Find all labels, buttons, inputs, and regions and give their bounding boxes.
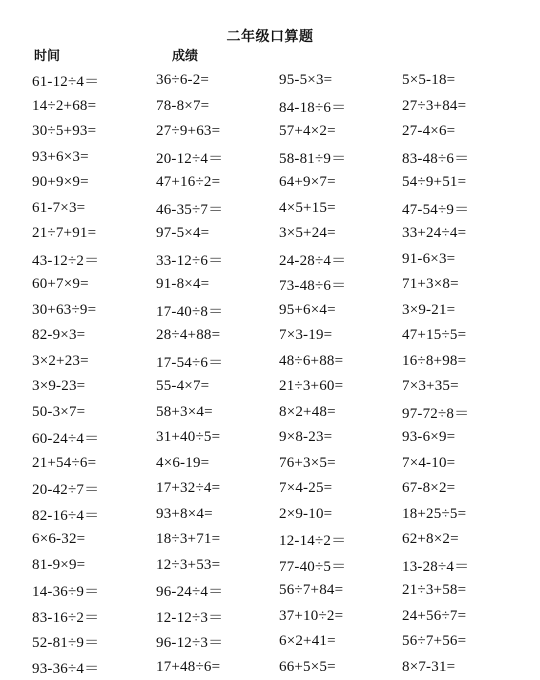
- problem-cell: 4×6-19=: [156, 455, 279, 472]
- problem-cell: 83-48÷6＝: [402, 147, 512, 168]
- problem-cell: 12-14÷2＝: [279, 529, 402, 550]
- problem-cell: 56÷7+84=: [279, 582, 402, 599]
- problem-cell: 7×3-19=: [279, 327, 402, 344]
- problem-row: [32, 374, 512, 400]
- problem-cell: 46-35÷7＝: [156, 198, 279, 219]
- problem-cell: 81-9×9=: [32, 557, 156, 574]
- worksheet-title: 二年级口算题: [0, 26, 540, 46]
- score-label: 成绩: [172, 45, 198, 64]
- problem-cell: 91-6×3=: [402, 251, 512, 268]
- problem-row: [32, 323, 512, 349]
- problem-cell: 50-3×7=: [32, 404, 156, 421]
- problem-cell: 47+16÷2=: [156, 174, 279, 191]
- problem-cell: 20-42÷7＝: [32, 478, 156, 499]
- problem-cell: 36÷6-2=: [156, 72, 279, 89]
- problem-cell: 17-40÷8＝: [156, 300, 279, 321]
- problem-cell: 24+56÷7=: [402, 608, 512, 625]
- problem-row: [32, 349, 512, 375]
- problem-cell: 93+6×3=: [32, 149, 156, 166]
- problem-cell: 16÷8+98=: [402, 353, 512, 370]
- problem-cell: 3×2+23=: [32, 353, 156, 370]
- problem-cell: 55-4×7=: [156, 378, 279, 395]
- problem-cell: 8×2+48=: [279, 404, 402, 421]
- problem-cell: 62+8×2=: [402, 531, 512, 548]
- problem-cell: 24-28÷4＝: [279, 249, 402, 270]
- problem-cell: 7×3+35=: [402, 378, 512, 395]
- problem-row: [32, 170, 512, 196]
- problem-row: [32, 553, 512, 579]
- problem-cell: 91-8×4=: [156, 276, 279, 293]
- problem-cell: 30÷5+93=: [32, 123, 156, 140]
- problem-cell: 47-54÷9＝: [402, 198, 512, 219]
- problem-cell: 60-24÷4＝: [32, 427, 156, 448]
- problem-row: [32, 527, 512, 553]
- problem-row: [32, 298, 512, 324]
- problem-cell: 21÷3+60=: [279, 378, 402, 395]
- problem-cell: 93+8×4=: [156, 506, 279, 523]
- problem-cell: 95+6×4=: [279, 302, 402, 319]
- problem-cell: 84-18÷6＝: [279, 96, 402, 117]
- problem-cell: 6×6-32=: [32, 531, 156, 548]
- problem-cell: 67-8×2=: [402, 480, 512, 497]
- problem-cell: 71+3×8=: [402, 276, 512, 293]
- problem-cell: 7×4-10=: [402, 455, 512, 472]
- problem-cell: 96-24÷4＝: [156, 580, 279, 601]
- problem-cell: 77-40÷5＝: [279, 555, 402, 576]
- problem-row: [32, 604, 512, 630]
- problem-cell: 3×9-23=: [32, 378, 156, 395]
- problem-cell: 17+48÷6=: [156, 659, 279, 676]
- problem-cell: 5×5-18=: [402, 72, 512, 89]
- problem-cell: 82-9×3=: [32, 327, 156, 344]
- problem-cell: 61-12÷4＝: [32, 70, 156, 91]
- problem-cell: 93-36÷4＝: [32, 657, 156, 678]
- problem-row: [32, 655, 512, 680]
- problem-cell: 8×7-31=: [402, 659, 512, 676]
- problem-cell: 47+15÷5=: [402, 327, 512, 344]
- problem-cell: 58+3×4=: [156, 404, 279, 421]
- problem-cell: 18+25÷5=: [402, 506, 512, 523]
- problem-row: [32, 578, 512, 604]
- problem-cell: 28÷4+88=: [156, 327, 279, 344]
- problem-cell: 9×8-23=: [279, 429, 402, 446]
- problem-cell: 27÷9+63=: [156, 123, 279, 140]
- problem-cell: 61-7×3=: [32, 200, 156, 217]
- problem-cell: 13-28÷4＝: [402, 555, 512, 576]
- problem-cell: 27-4×6=: [402, 123, 512, 140]
- problem-cell: 90+9×9=: [32, 174, 156, 191]
- problem-row: [32, 221, 512, 247]
- problem-cell: 43-12÷2＝: [32, 249, 156, 270]
- problem-cell: 57+4×2=: [279, 123, 402, 140]
- problem-row: [32, 119, 512, 145]
- problem-cell: 6×2+41=: [279, 633, 402, 650]
- problem-cell: 64+9×7=: [279, 174, 402, 191]
- problem-row: [32, 94, 512, 120]
- problem-cell: 14-36÷9＝: [32, 580, 156, 601]
- problem-cell: 58-81÷9＝: [279, 147, 402, 168]
- problem-cell: 78-8×7=: [156, 98, 279, 115]
- problem-cell: 27÷3+84=: [402, 98, 512, 115]
- problem-row: [32, 476, 512, 502]
- problem-cell: 54÷9+51=: [402, 174, 512, 191]
- problem-cell: 93-6×9=: [402, 429, 512, 446]
- problem-cell: 17+32÷4=: [156, 480, 279, 497]
- problem-cell: 96-12÷3＝: [156, 631, 279, 652]
- problem-row: [32, 451, 512, 477]
- problem-cell: 97-5×4=: [156, 225, 279, 242]
- problem-cell: 33+24÷4=: [402, 225, 512, 242]
- problem-cell: 14÷2+68=: [32, 98, 156, 115]
- problem-row: [32, 68, 512, 94]
- problem-row: [32, 196, 512, 222]
- problem-cell: 31+40÷5=: [156, 429, 279, 446]
- problem-cell: 60+7×9=: [32, 276, 156, 293]
- problem-cell: 83-16÷2＝: [32, 606, 156, 627]
- problem-cell: 21÷3+58=: [402, 582, 512, 599]
- problem-row: [32, 502, 512, 528]
- problem-cell: 37+10÷2=: [279, 608, 402, 625]
- problem-cell: 12÷3+53=: [156, 557, 279, 574]
- problem-row: [32, 272, 512, 298]
- problem-cell: 21÷7+91=: [32, 225, 156, 242]
- problem-cell: 3×5+24=: [279, 225, 402, 242]
- problem-cell: 17-54÷6＝: [156, 351, 279, 372]
- problem-cell: 52-81÷9＝: [32, 631, 156, 652]
- problem-cell: 95-5×3=: [279, 72, 402, 89]
- problem-grid: [32, 68, 512, 680]
- problem-cell: 20-12÷4＝: [156, 147, 279, 168]
- problem-cell: 2×9-10=: [279, 506, 402, 523]
- problem-cell: 56÷7+56=: [402, 633, 512, 650]
- problem-row: [32, 247, 512, 273]
- problem-row: [32, 629, 512, 655]
- problem-row: [32, 400, 512, 426]
- problem-cell: 76+3×5=: [279, 455, 402, 472]
- problem-cell: 97-72÷8＝: [402, 402, 512, 423]
- problem-cell: 73-48÷6＝: [279, 274, 402, 295]
- problem-cell: 48÷6+88=: [279, 353, 402, 370]
- problem-cell: 66+5×5=: [279, 659, 402, 676]
- problem-cell: 18÷3+71=: [156, 531, 279, 548]
- problem-row: [32, 145, 512, 171]
- problem-cell: 30+63÷9=: [32, 302, 156, 319]
- problem-cell: 4×5+15=: [279, 200, 402, 217]
- problem-cell: 33-12÷6＝: [156, 249, 279, 270]
- problem-cell: 12-12÷3＝: [156, 606, 279, 627]
- time-label: 时间: [34, 45, 60, 64]
- problem-cell: 82-16÷4＝: [32, 504, 156, 525]
- problem-cell: 21+54÷6=: [32, 455, 156, 472]
- problem-cell: 3×9-21=: [402, 302, 512, 319]
- problem-row: [32, 425, 512, 451]
- problem-cell: 7×4-25=: [279, 480, 402, 497]
